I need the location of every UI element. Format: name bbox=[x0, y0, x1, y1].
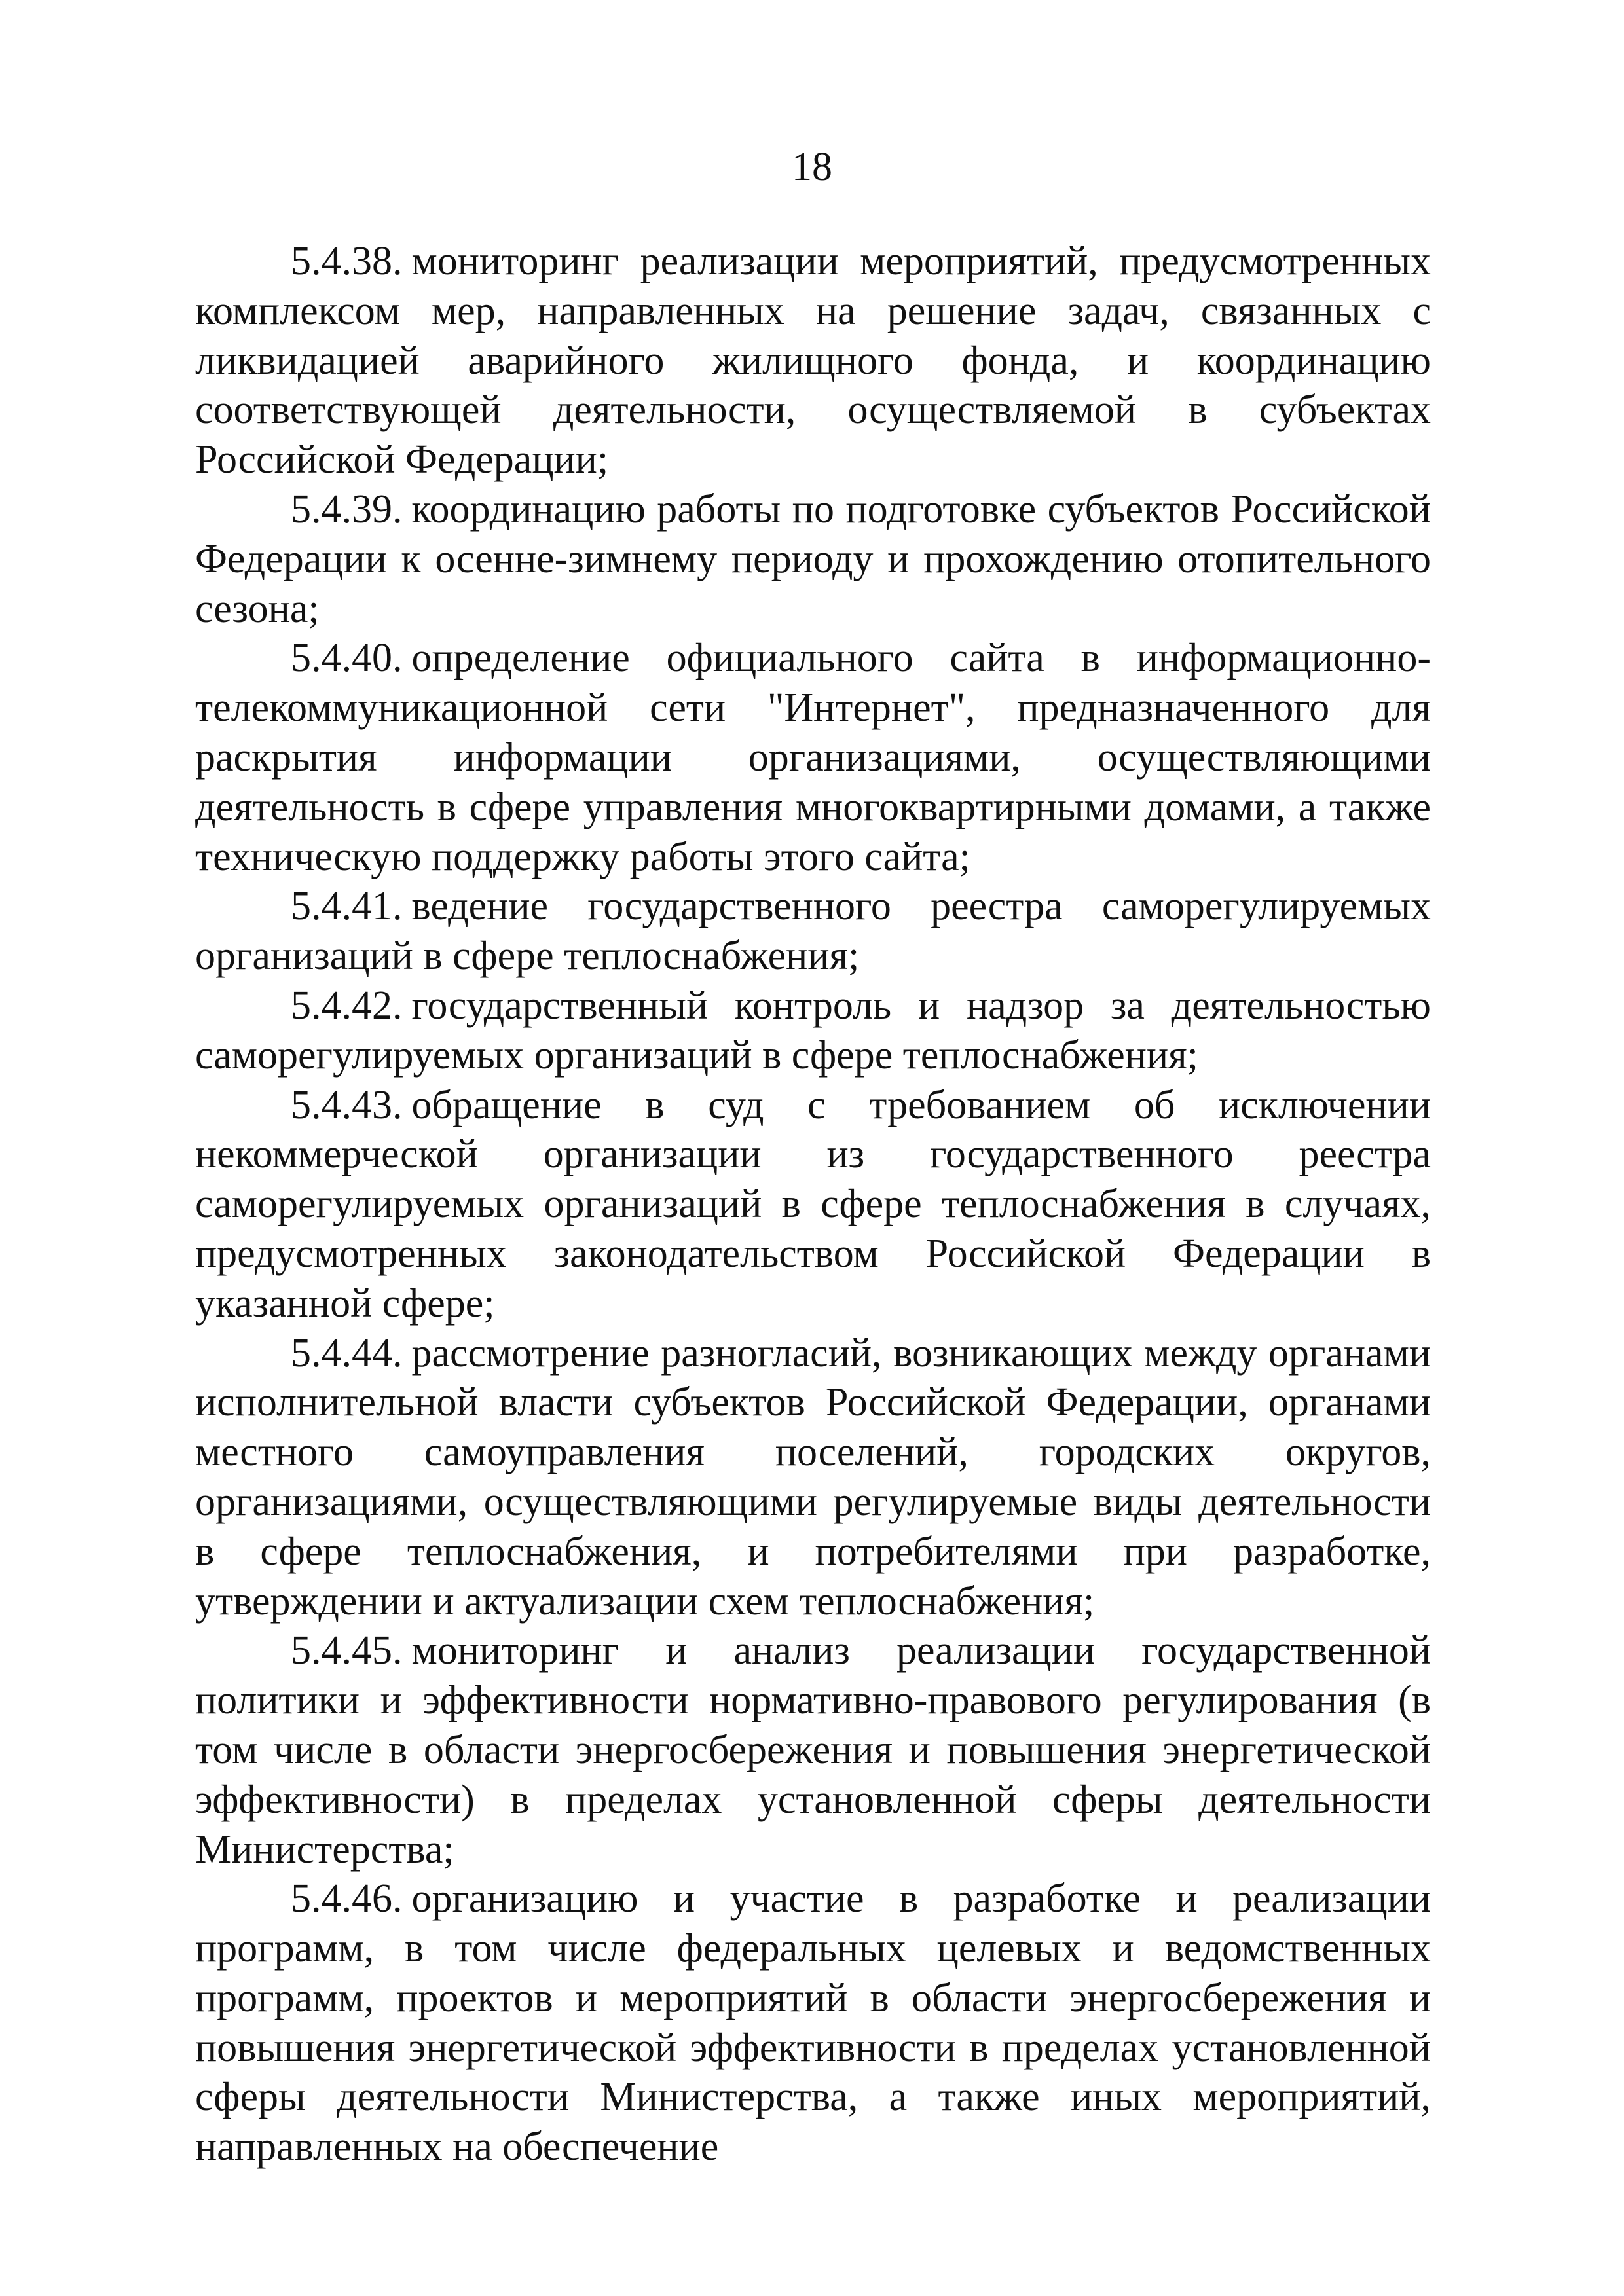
clause-text: определение официального сайта в информационно-телекоммуникационной сети "Интернет", предназначенного для раскрытия информации организациями, осуществляющими деятельность в сфере управления многоквартирными домами, а также техническую поддержку работы этого сайта; bbox=[195, 636, 1431, 879]
clause-5-4-40 bbox=[195, 634, 1431, 882]
clause-5-4-45 bbox=[195, 1626, 1431, 1874]
page-number: 18 bbox=[792, 145, 832, 189]
clause-5-4-44 bbox=[195, 1329, 1431, 1627]
clause-text: организацию и участие в разработке и реализации программ, в том числе федеральных целевых и ведомственных программ, проектов и мероприятий в области энергосбережения и повышения энергетической эффективности в пределах установленной сферы деятельности Министерства, а также иных мероприятий, направленных на обеспечение bbox=[195, 1876, 1431, 2170]
clause-text: государственный контроль и надзор за деятельностью саморегулируемых организаций в сфере теплоснабжения; bbox=[195, 983, 1431, 1078]
clause-5-4-46 bbox=[195, 1874, 1431, 2172]
clause-number: 5.4.41. bbox=[291, 884, 403, 929]
clause-text: координацию работы по подготовке субъектов Российской Федерации к осенне-зимнему периоду и прохождению отопительного сезона; bbox=[195, 486, 1431, 631]
clause-number: 5.4.40. bbox=[291, 636, 403, 681]
clause-number: 5.4.46. bbox=[291, 1876, 403, 1922]
clause-text: ведение государственного реестра саморегулируемых организаций в сфере теплоснабжения; bbox=[195, 884, 1431, 979]
document-body bbox=[195, 237, 1431, 2172]
clause-number: 5.4.43. bbox=[291, 1082, 403, 1127]
clause-text: мониторинг реализации мероприятий, предусмотренных комплексом мер, направленных на решение задач, связанных с ликвидацией аварийного жилищного фонда, и координацию соответствующей деятельности, осуществляемой в субъектах Российской Федерации; bbox=[195, 239, 1431, 483]
clause-text: мониторинг и анализ реализации государственной политики и эффективности нормативно-правового регулирования (в том числе в области энергосбережения и повышения энергетической эффективности) в пределах установленной сферы деятельности Министерства; bbox=[195, 1628, 1431, 1872]
clause-number: 5.4.45. bbox=[291, 1628, 403, 1673]
clause-5-4-43 bbox=[195, 1081, 1431, 1329]
clause-5-4-39 bbox=[195, 485, 1431, 634]
clause-5-4-41 bbox=[195, 882, 1431, 981]
clause-number: 5.4.44. bbox=[291, 1330, 403, 1376]
clause-text: обращение в суд с требованием об исключении некоммерческой организации из государственного реестра саморегулируемых организаций в сфере теплоснабжения в случаях, предусмотренных законодательством Российской Федерации в указанной сфере; bbox=[195, 1082, 1431, 1326]
clause-text: рассмотрение разногласий, возникающих между органами исполнительной власти субъектов Российской Федерации, органами местного самоуправления поселений, городских округов, организациями, осуществляющими регулируемые виды деятельности в сфере теплоснабжения, и потребителями при разработке, утверждении и актуализации схем теплоснабжения; bbox=[195, 1330, 1431, 1624]
clause-number: 5.4.42. bbox=[291, 983, 403, 1028]
clause-number: 5.4.39. bbox=[291, 486, 403, 532]
clause-5-4-38 bbox=[195, 237, 1431, 485]
clause-5-4-42 bbox=[195, 981, 1431, 1081]
clause-number: 5.4.38. bbox=[291, 239, 403, 283]
